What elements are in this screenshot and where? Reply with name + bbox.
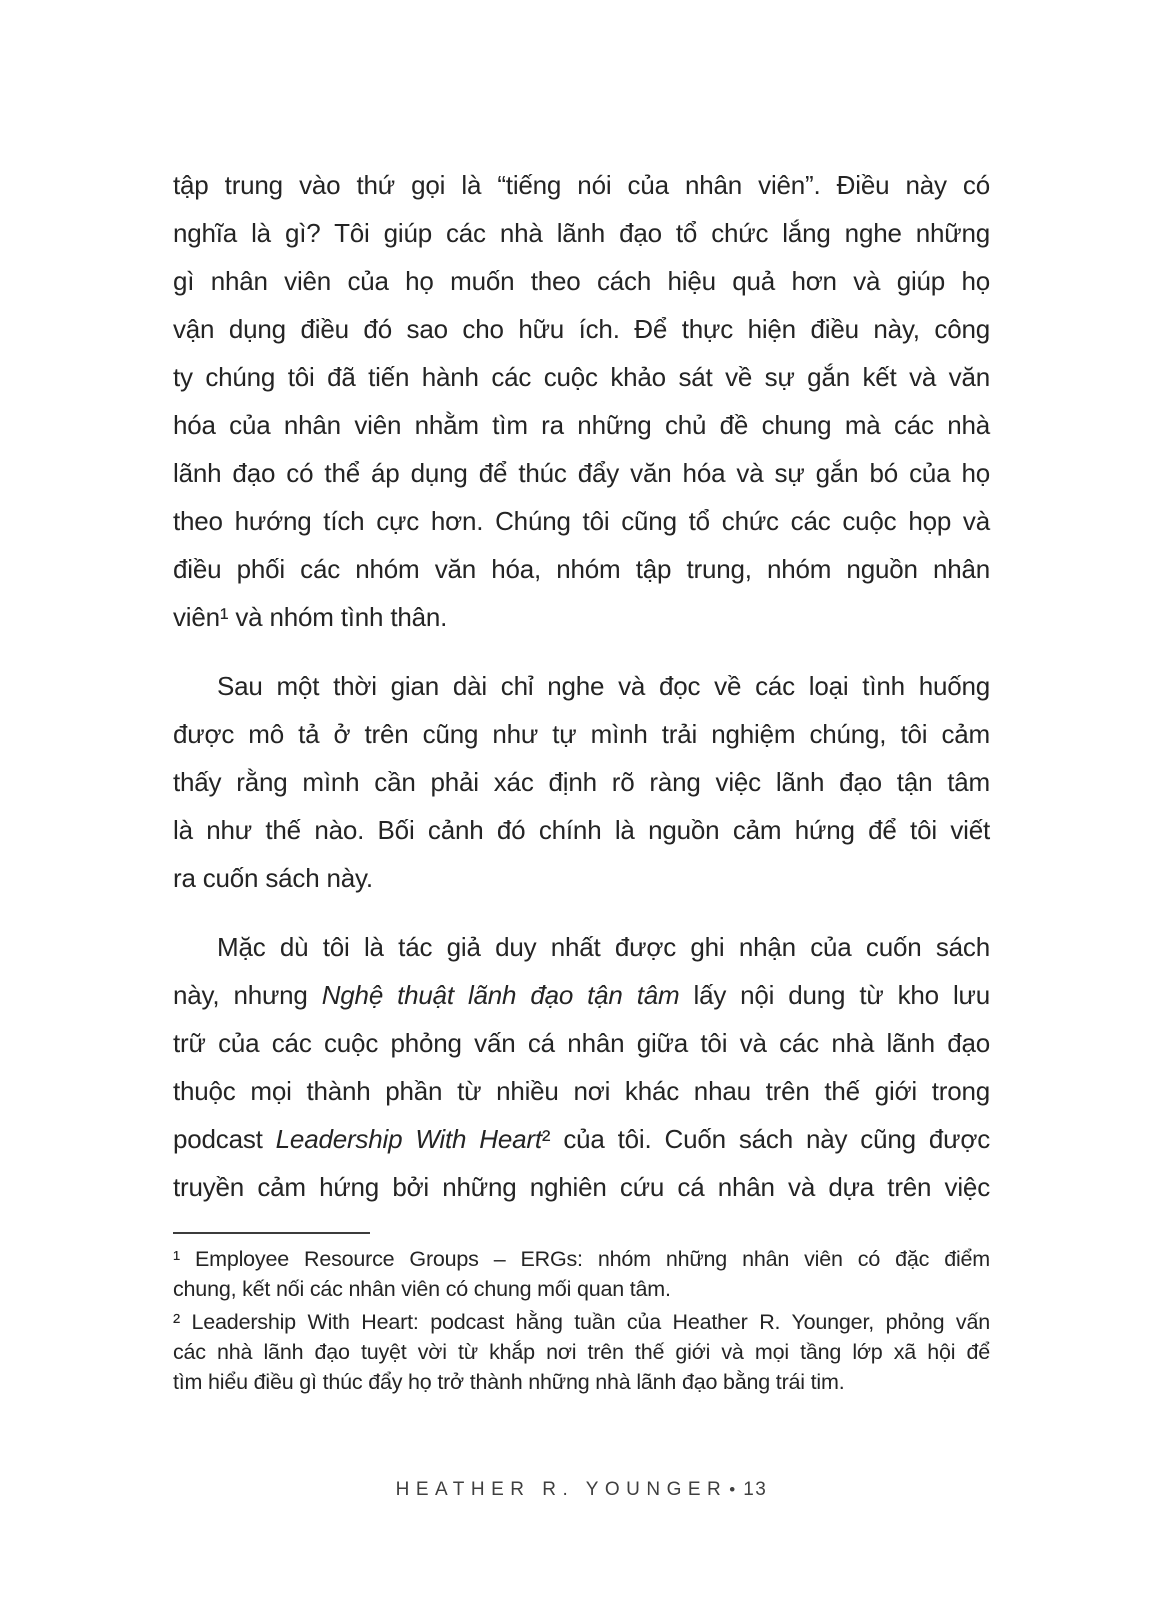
text-segment: các nhà lãnh đạo tuyệt vời từ khắp nơi trên thế giới và mọi tầng lớp xã hội để (173, 1340, 990, 1364)
text-line (173, 1367, 990, 1397)
text-line (173, 161, 990, 209)
text-segment: hóa của nhân viên nhằm tìm ra những chủ đề chung mà các nhà (173, 410, 990, 440)
text-line (173, 1067, 990, 1115)
text-line (173, 257, 990, 305)
text-line (173, 854, 990, 902)
text-line (173, 305, 990, 353)
paragraph (173, 161, 990, 641)
text-segment: được mô tả ở trên cũng như tự mình trải nghiệm chúng, tôi cảm (173, 719, 990, 749)
text-line (173, 758, 990, 806)
text-segment: truyền cảm hứng bởi những nghiên cứu cá nhân và dựa trên việc (173, 1172, 990, 1202)
body-text (173, 161, 990, 1211)
text-line (173, 1244, 990, 1274)
text-segment: này, nhưng (173, 980, 322, 1010)
text-segment: vận dụng điều đó sao cho hữu ích. Để thực hiện điều này, công (173, 314, 990, 344)
page-number: 13 (743, 1479, 768, 1500)
text-segment: chung, kết nối các nhân viên có chung mối quan tâm. (173, 1277, 671, 1301)
text-line (173, 1307, 990, 1337)
footnote-separator (173, 1232, 370, 1234)
text-segment: thấy rằng mình cần phải xác định rõ ràng việc lãnh đạo tận tâm (173, 767, 990, 797)
text-segment: lãnh đạo có thể áp dụng để thúc đẩy văn hóa và sự gắn bó của họ (173, 458, 990, 488)
italic-text: Nghệ thuật lãnh đạo tận tâm (321, 980, 680, 1010)
footer-author: HEATHER R. YOUNGER (395, 1479, 728, 1500)
footer-bullet: • (729, 1480, 736, 1499)
text-segment: lấy nội dung từ kho lưu (679, 980, 990, 1010)
text-segment: điều phối các nhóm văn hóa, nhóm tập trung, nhóm nguồn nhân (173, 554, 990, 584)
text-line (173, 1115, 990, 1163)
italic-text: Leadership With Heart (275, 1124, 542, 1154)
text-segment: là như thế nào. Bối cảnh đó chính là nguồn cảm hứng để tôi viết (173, 815, 990, 845)
text-segment: Mặc dù tôi là tác giả duy nhất được ghi nhận của cuốn sách (217, 932, 990, 962)
text-segment: tìm hiểu điều gì thúc đẩy họ trở thành những nhà lãnh đạo bằng trái tim. (173, 1370, 845, 1394)
text-line (173, 497, 990, 545)
text-line (173, 209, 990, 257)
text-segment: theo hướng tích cực hơn. Chúng tôi cũng tổ chức các cuộc họp và (173, 506, 990, 536)
text-line (173, 971, 990, 1019)
text-line (173, 353, 990, 401)
text-line (173, 1274, 990, 1304)
text-line (173, 806, 990, 854)
text-segment: tập trung vào thứ gọi là “tiếng nói của nhân viên”. Điều này có (173, 170, 990, 200)
footnote (173, 1307, 990, 1397)
paragraph (173, 923, 990, 1211)
text-segment: thuộc mọi thành phần từ nhiều nơi khác nhau trên thế giới trong (173, 1076, 990, 1106)
text-segment: ra cuốn sách này. (173, 863, 373, 893)
text-column (173, 161, 990, 1397)
text-segment: nghĩa là gì? Tôi giúp các nhà lãnh đạo tổ chức lắng nghe những (173, 218, 990, 248)
text-line (173, 662, 990, 710)
footnote (173, 1244, 990, 1304)
text-line (173, 1019, 990, 1067)
text-line (173, 1163, 990, 1211)
paragraph (173, 662, 990, 902)
text-segment: ¹ Employee Resource Groups – ERGs: nhóm những nhân viên có đặc điểm (173, 1247, 990, 1271)
text-segment: Sau một thời gian dài chỉ nghe và đọc về các loại tình huống (217, 671, 990, 701)
text-segment: ty chúng tôi đã tiến hành các cuộc khảo sát về sự gắn kết và văn (173, 362, 990, 392)
text-line (173, 710, 990, 758)
text-segment: ² của tôi. Cuốn sách này cũng được (541, 1124, 990, 1154)
text-line (173, 401, 990, 449)
text-segment: ² Leadership With Heart: podcast hằng tuần của Heather R. Younger, phỏng vấn (173, 1310, 990, 1334)
text-line (173, 593, 990, 641)
footnotes (173, 1244, 990, 1397)
page-footer (173, 1476, 990, 1504)
text-segment: trữ của các cuộc phỏng vấn cá nhân giữa tôi và các nhà lãnh đạo (173, 1028, 990, 1058)
text-segment: viên¹ và nhóm tình thân. (173, 602, 448, 632)
text-line (173, 545, 990, 593)
text-segment: podcast (173, 1124, 276, 1154)
text-line (173, 923, 990, 971)
text-line (173, 449, 990, 497)
text-segment: gì nhân viên của họ muốn theo cách hiệu quả hơn và giúp họ (173, 266, 990, 296)
text-line (173, 1337, 990, 1367)
